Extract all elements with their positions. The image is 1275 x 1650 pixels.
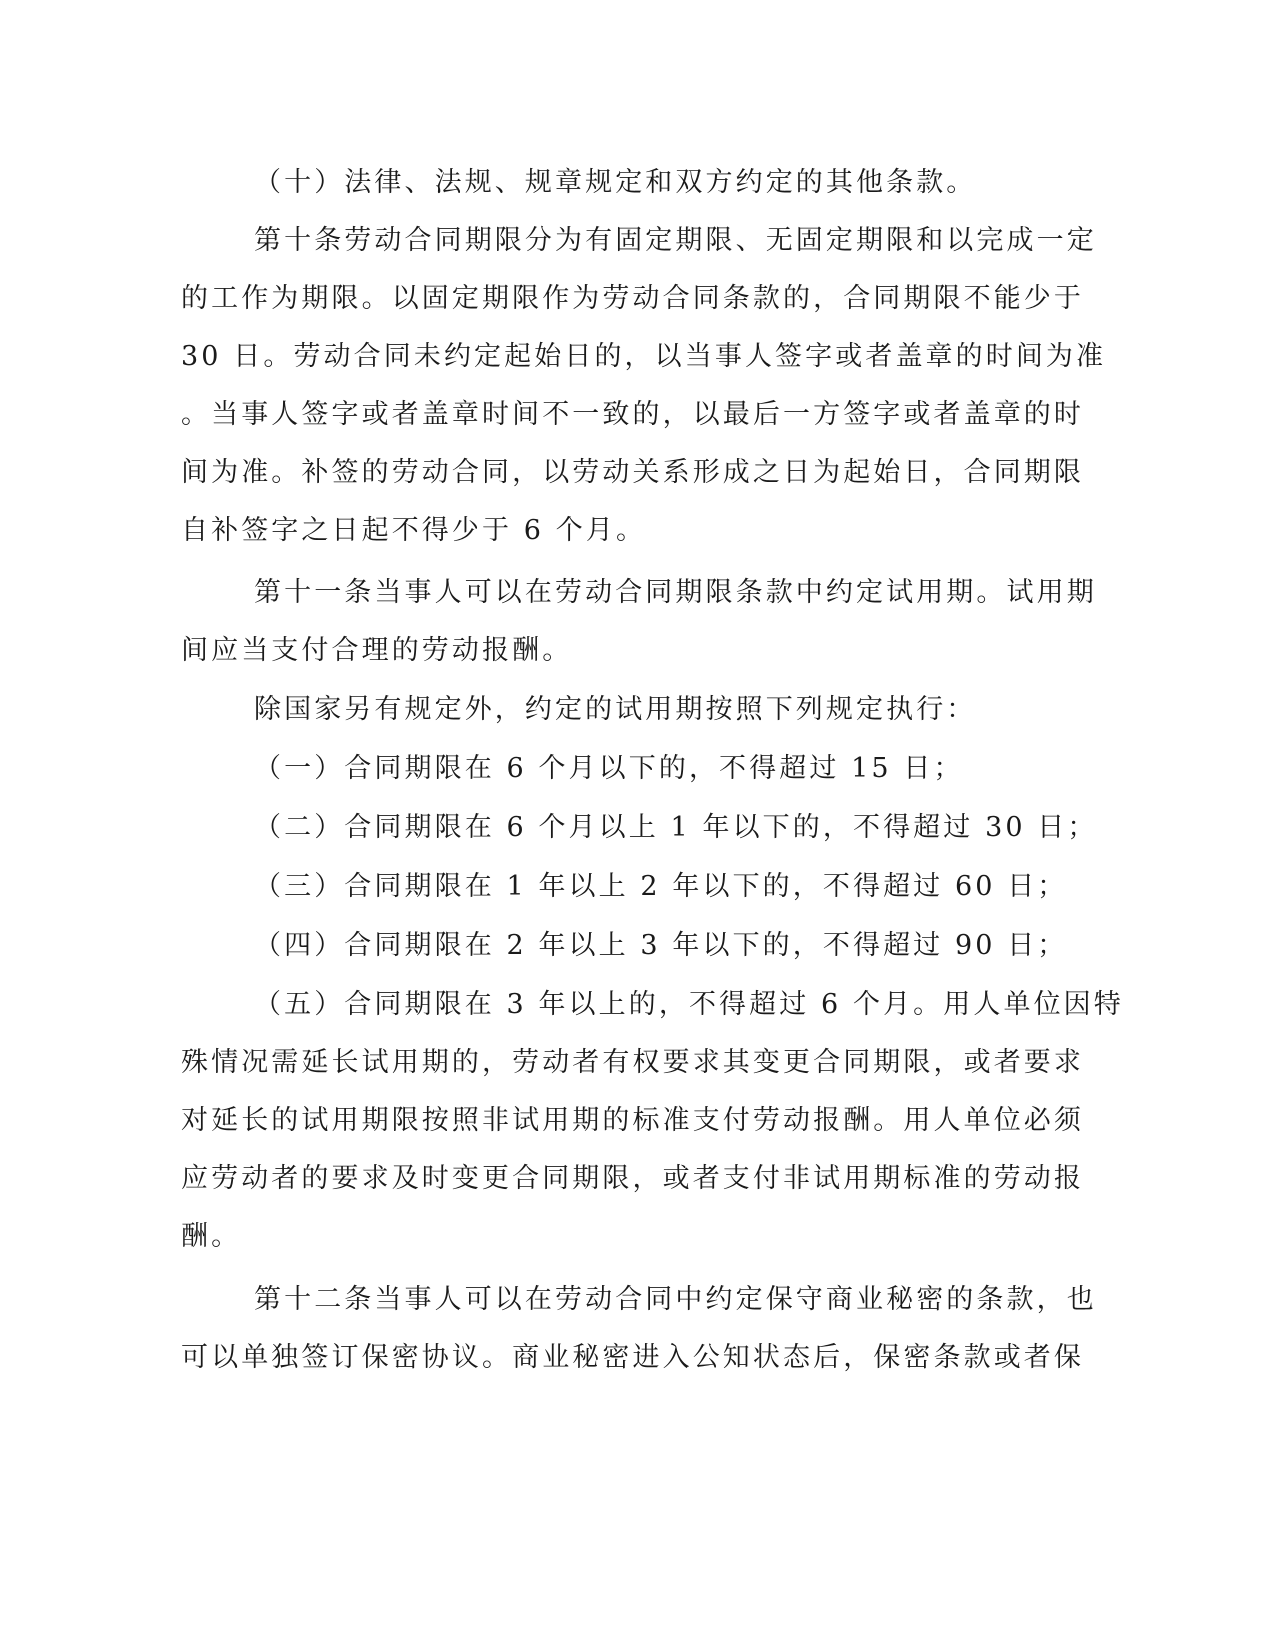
text-line: 酬。	[181, 1221, 242, 1252]
text-line: 。当事人签字或者盖章时间不一致的，以最后一方签字或者盖章的时	[181, 399, 1084, 430]
text-line: （十）法律、法规、规章规定和双方约定的其他条款。	[254, 167, 977, 198]
text-line: 间应当支付合理的劳动报酬。	[181, 635, 573, 666]
text-line: 的工作为期限。以固定期限作为劳动合同条款的，合同期限不能少于	[181, 283, 1084, 314]
text-line: 间为准。补签的劳动合同，以劳动关系形成之日为起始日，合同期限	[181, 457, 1084, 488]
text-line: 30 日。劳动合同未约定起始日的，以当事人签字或者盖章的时间为准	[181, 341, 1107, 372]
text-line: 第十条劳动合同期限分为有固定期限、无固定期限和以完成一定	[254, 225, 1097, 256]
text-line: 第十一条当事人可以在劳动合同期限条款中约定试用期。试用期	[254, 577, 1097, 608]
text-line: 第十二条当事人可以在劳动合同中约定保守商业秘密的条款，也	[254, 1284, 1097, 1315]
text-line: 对延长的试用期限按照非试用期的标准支付劳动报酬。用人单位必须	[181, 1105, 1084, 1136]
text-line: 殊情况需延长试用期的，劳动者有权要求其变更合同期限，或者要求	[181, 1047, 1084, 1078]
text-line: （四）合同期限在 2 年以上 3 年以下的，不得超过 90 日；	[254, 930, 1068, 961]
text-line: （一）合同期限在 6 个月以下的，不得超过 15 日；	[254, 753, 964, 784]
text-line: （二）合同期限在 6 个月以上 1 年以下的，不得超过 30 日；	[254, 812, 1098, 843]
text-line: （三）合同期限在 1 年以上 2 年以下的，不得超过 60 日；	[254, 871, 1068, 902]
text-line: 除国家另有规定外，约定的试用期按照下列规定执行：	[254, 694, 977, 725]
text-line: 应劳动者的要求及时变更合同期限，或者支付非试用期标准的劳动报	[181, 1163, 1084, 1194]
text-line: 可以单独签订保密协议。商业秘密进入公知状态后，保密条款或者保	[181, 1342, 1084, 1373]
text-line: （五）合同期限在 3 年以上的，不得超过 6 个月。用人单位因特	[254, 989, 1124, 1020]
text-line: 自补签字之日起不得少于 6 个月。	[181, 515, 647, 546]
